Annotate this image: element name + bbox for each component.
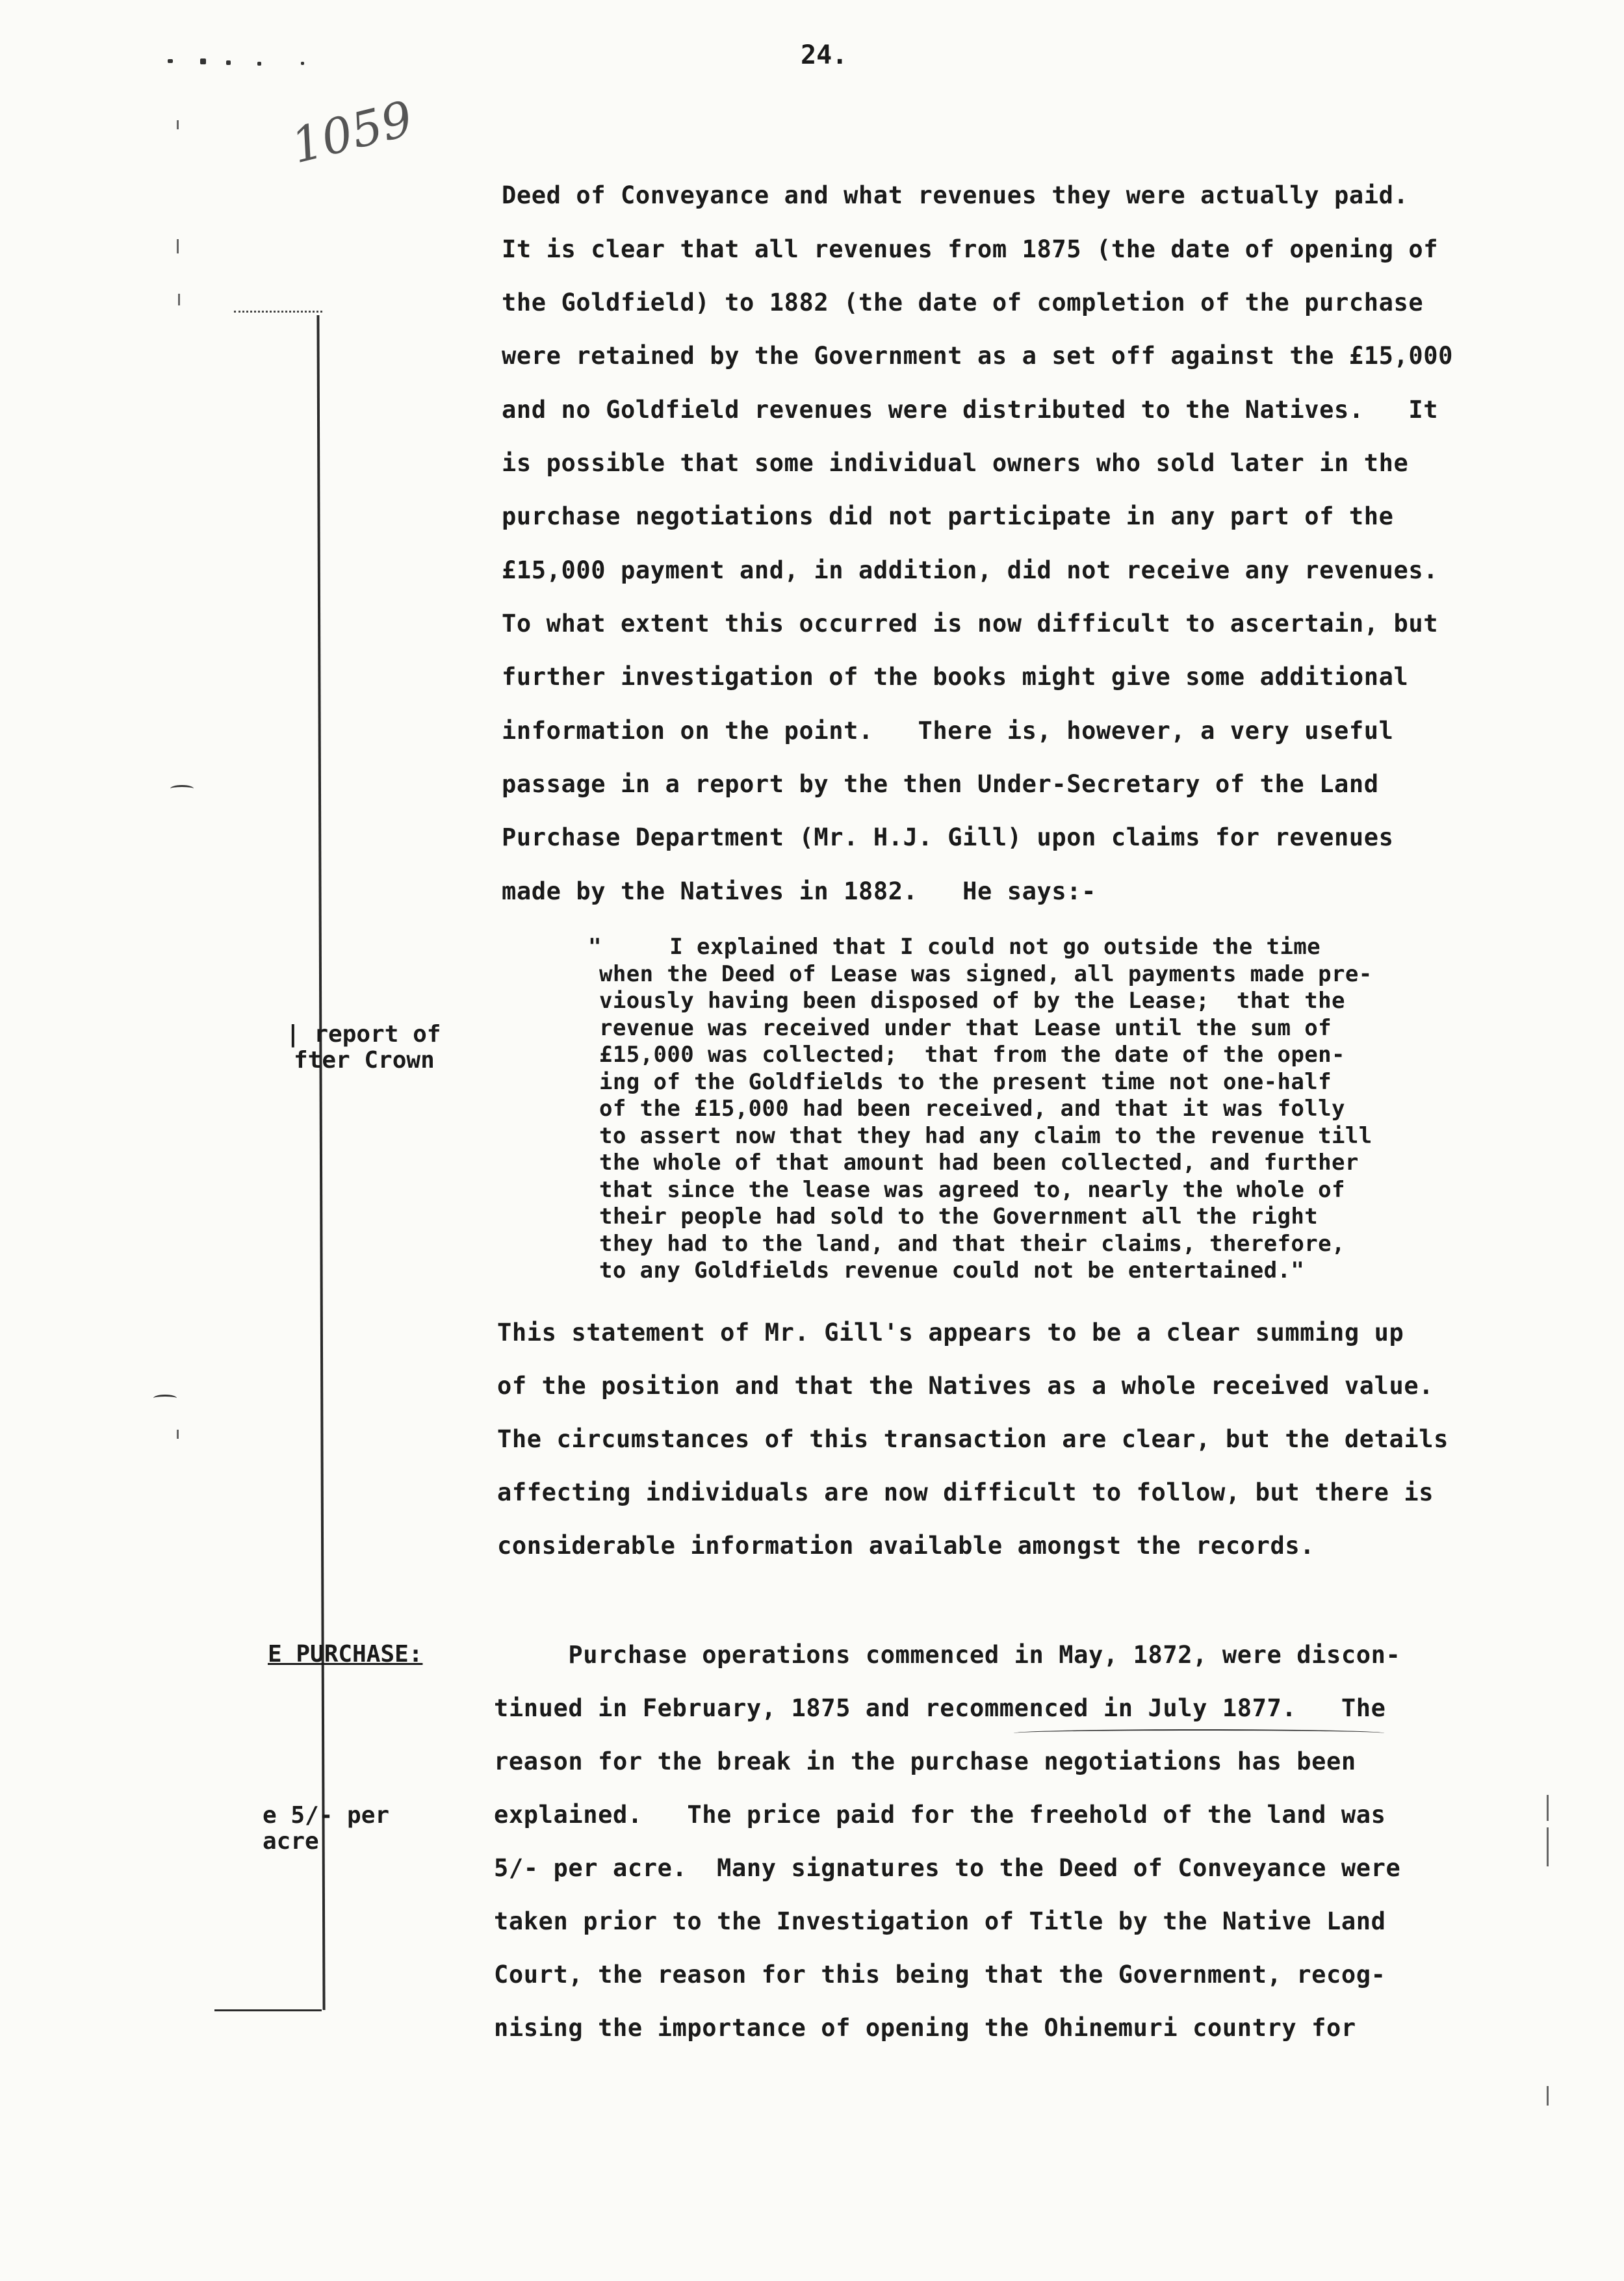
body-text-line: affecting individuals are now difficult to follow, but there is (497, 1478, 1434, 1506)
margin-mark (1547, 2086, 1549, 2106)
quote-line: their people had sold to the Government all the right (599, 1204, 1319, 1230)
body-text-line: Purchase operations commenced in May, 1872, were discon- (494, 1641, 1401, 1669)
body-text-line: and no Goldfield revenues were distributed to the Natives. It (502, 396, 1439, 424)
quote-line: the whole of that amount had been collected, and further (599, 1150, 1359, 1176)
margin-note: | report of (286, 1021, 441, 1048)
margin-mark (168, 59, 173, 63)
margin-mark (170, 785, 194, 792)
body-text-line: purchase negotiations did not participate in any part of the (502, 502, 1394, 530)
quote-line: " I explained that I could not go outside the time (588, 934, 1321, 960)
body-text-line: further investigation of the books might give some additional (502, 663, 1409, 691)
quote-line: £15,000 was collected; that from the date of the open- (599, 1042, 1345, 1068)
margin-mark (1547, 1827, 1549, 1866)
body-text-line: £15,000 payment and, in addition, did not receive any revenues. (502, 556, 1439, 584)
margin-note: acre (263, 1828, 319, 1855)
margin-mark (226, 60, 231, 65)
body-text-line: It is clear that all revenues from 1875 (the date of opening of (502, 235, 1439, 263)
handwritten-underline (1014, 1729, 1384, 1737)
margin-mark (257, 62, 261, 66)
quote-line: ing of the Goldfields to the present time not one-half (599, 1069, 1332, 1095)
quote-line: when the Deed of Lease was signed, all payments made pre- (599, 961, 1373, 987)
margin-bracket-bottom (214, 2009, 322, 2011)
body-text-line: information on the point. There is, however, a very useful (502, 717, 1394, 745)
body-text-line: is possible that some individual owners who sold later in the (502, 449, 1409, 477)
body-text-line: reason for the break in the purchase negotiations has been (494, 1747, 1356, 1775)
margin-mark (153, 1395, 177, 1402)
margin-mark (301, 62, 304, 65)
margin-mark (200, 58, 206, 64)
body-text-line: 5/- per acre. Many signatures to the Deed of Conveyance were (494, 1854, 1401, 1882)
body-text-line: considerable information available amongst the records. (497, 1532, 1315, 1560)
quote-line: viously having been disposed of by the Lease; that the (599, 988, 1345, 1014)
body-text-line: taken prior to the Investigation of Title by the Native Land (494, 1907, 1386, 1935)
body-text-line: made by the Natives in 1882. He says:- (502, 877, 1097, 905)
body-text-line: This statement of Mr. Gill's appears to be a clear summing up (497, 1319, 1404, 1347)
margin-mark (177, 239, 179, 253)
margin-note: fter Crown (294, 1047, 435, 1074)
margin-mark (178, 294, 180, 305)
margin-note: e 5/- per (263, 1802, 390, 1829)
margin-bracket-top (234, 311, 322, 315)
margin-mark (177, 120, 179, 129)
margin-mark (1547, 1795, 1549, 1821)
quote-line: that since the lease was agreed to, nearly the whole of (599, 1177, 1345, 1203)
body-text-line: were retained by the Government as a set off against the £15,000 (502, 342, 1454, 370)
body-text-line: the Goldfield) to 1882 (the date of completion of the purchase (502, 289, 1424, 316)
margin-mark (177, 1430, 179, 1439)
body-text-line: Court, the reason for this being that the Government, recog- (494, 1961, 1386, 1989)
body-text-line: tinued in February, 1875 and recommenced in July 1877. The (494, 1694, 1386, 1722)
body-text-line: explained. The price paid for the freehold of the land was (494, 1801, 1386, 1829)
body-text-line: of the position and that the Natives as a whole received value. (497, 1372, 1434, 1400)
quote-line: of the £15,000 had been received, and that it was folly (599, 1096, 1345, 1122)
margin-heading-purchase: E PURCHASE: (268, 1641, 423, 1668)
handwritten-number: 1059 (286, 90, 419, 175)
quote-line: they had to the land, and that their claims, therefore, (599, 1231, 1345, 1257)
body-text-line: Deed of Conveyance and what revenues they were actually paid. (502, 181, 1409, 209)
quote-line: to any Goldfields revenue could not be entertained." (599, 1257, 1305, 1283)
body-text-line: To what extent this occurred is now difficult to ascertain, but (502, 610, 1439, 638)
body-text-line: Purchase Department (Mr. H.J. Gill) upon claims for revenues (502, 823, 1394, 851)
body-text-line: passage in a report by the then Under-Secretary of the Land (502, 770, 1379, 798)
page-number: 24. (801, 40, 848, 70)
quote-line: to assert now that they had any claim to the revenue till (599, 1123, 1373, 1149)
body-text-line: The circumstances of this transaction are clear, but the details (497, 1425, 1449, 1453)
quote-line: revenue was received under that Lease until the sum of (599, 1015, 1332, 1041)
body-text-line: nising the importance of opening the Ohinemuri country for (494, 2014, 1356, 2042)
margin-bracket (316, 315, 325, 2010)
